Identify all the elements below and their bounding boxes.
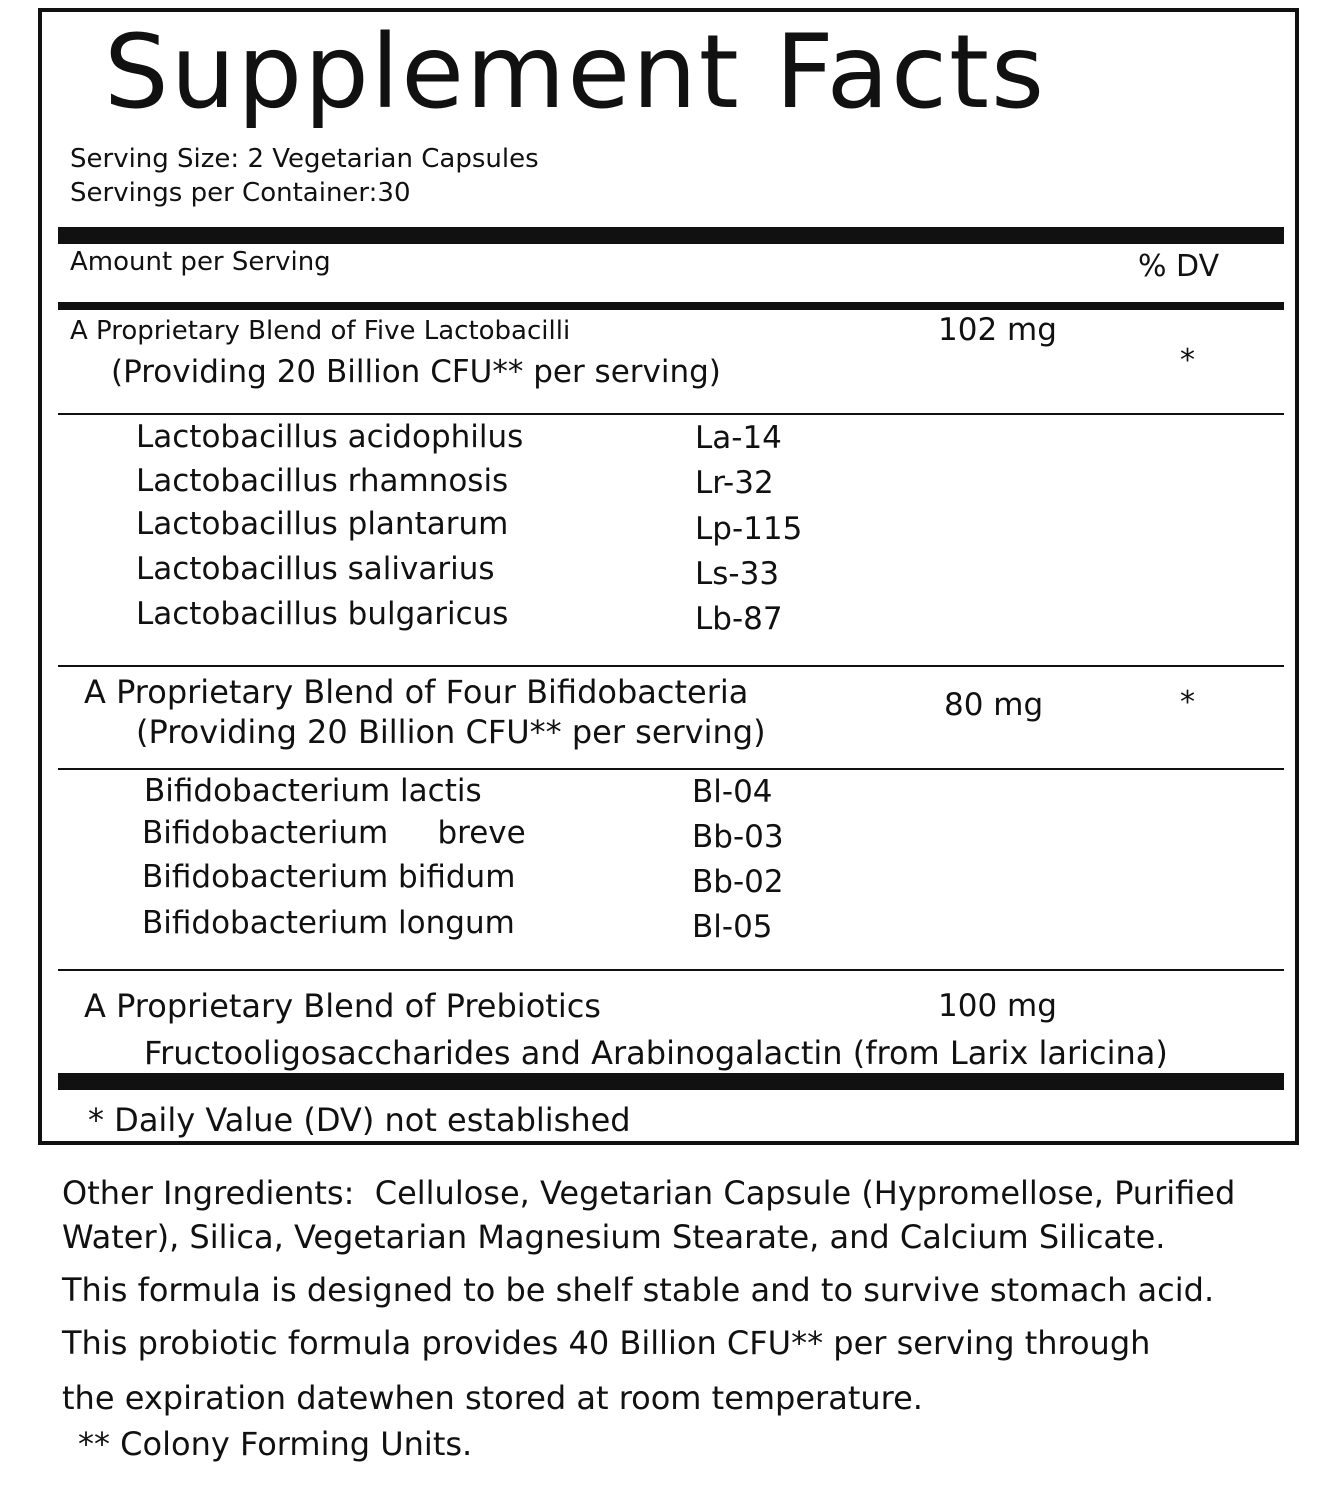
strain-code: Bb-02	[692, 864, 784, 900]
strain-code: Bl-05	[692, 909, 773, 945]
amount-per-serving-label: Amount per Serving	[70, 247, 331, 277]
strain-name: Lactobacillus plantarum	[136, 506, 509, 542]
strain-name: Lactobacillus acidophilus	[136, 419, 524, 455]
blend2-dv: *	[1180, 685, 1195, 720]
rule-thin-blend1	[58, 413, 1284, 415]
rule-thick-bottom	[58, 1073, 1284, 1090]
blend1-providing: (Providing 20 Billion CFU** per serving)	[111, 354, 721, 390]
strain-name: Bifidobacterium bifidum	[142, 859, 516, 895]
cfu-note-line1: This probiotic formula provides 40 Billion CFU** per serving through	[62, 1324, 1151, 1362]
formula-note: This formula is designed to be shelf stable and to survive stomach acid.	[62, 1271, 1215, 1309]
rule-thin-blend2-top	[58, 665, 1284, 667]
strain-name: Lactobacillus salivarius	[136, 551, 495, 587]
rule-thin-blend3-top	[58, 969, 1284, 971]
strain-code: Bl-04	[692, 774, 773, 810]
rule-thin-blend2	[58, 768, 1284, 770]
blend1-name: A Proprietary Blend of Five Lactobacilli	[70, 316, 571, 346]
strain-code: La-14	[695, 420, 782, 456]
page-title: Supplement Facts	[104, 13, 1047, 132]
blend3-detail: Fructooligosaccharides and Arabinogalactin (from Larix laricina)	[144, 1034, 1168, 1072]
serving-size: Serving Size: 2 Vegetarian Capsules	[70, 144, 539, 174]
servings-per-container: Servings per Container:30	[70, 178, 411, 208]
cfu-definition: ** Colony Forming Units.	[78, 1425, 473, 1463]
strain-code: Lb-87	[695, 601, 783, 637]
strain-code: Bb-03	[692, 819, 784, 855]
strain-name: Lactobacillus rhamnosis	[136, 463, 509, 499]
blend3-amount: 100 mg	[938, 988, 1057, 1024]
strain-name: Bifidobacterium longum	[142, 905, 515, 941]
strain-name: Bifidobacterium lactis	[144, 773, 482, 809]
strain-code: Lp-115	[695, 511, 803, 547]
blend1-amount: 102 mg	[938, 312, 1057, 348]
other-ingredients-line1: Other Ingredients: Cellulose, Vegetarian Capsule (Hypromellose, Purified	[62, 1174, 1236, 1212]
cfu-note-line2: the expiration datewhen stored at room temperature.	[62, 1379, 923, 1417]
strain-name: Lactobacillus bulgaricus	[136, 596, 509, 632]
dv-column-header: % DV	[1138, 249, 1220, 284]
blend3-name: A Proprietary Blend of Prebiotics	[84, 987, 601, 1025]
strain-code: Ls-33	[695, 556, 780, 592]
dv-note: * Daily Value (DV) not established	[88, 1101, 631, 1139]
blend1-dv: *	[1180, 343, 1195, 378]
blend2-providing: (Providing 20 Billion CFU** per serving)	[136, 713, 766, 751]
strain-name: Bifidobacterium breve	[142, 815, 526, 851]
strain-code: Lr-32	[695, 465, 774, 501]
rule-thick-top	[58, 227, 1284, 244]
other-ingredients-line2: Water), Silica, Vegetarian Magnesium Stearate, and Calcium Silicate.	[62, 1218, 1166, 1256]
rule-medium-header	[58, 302, 1284, 310]
blend2-amount: 80 mg	[944, 687, 1044, 723]
blend2-name: A Proprietary Blend of Four Bifidobacteria	[84, 673, 749, 711]
